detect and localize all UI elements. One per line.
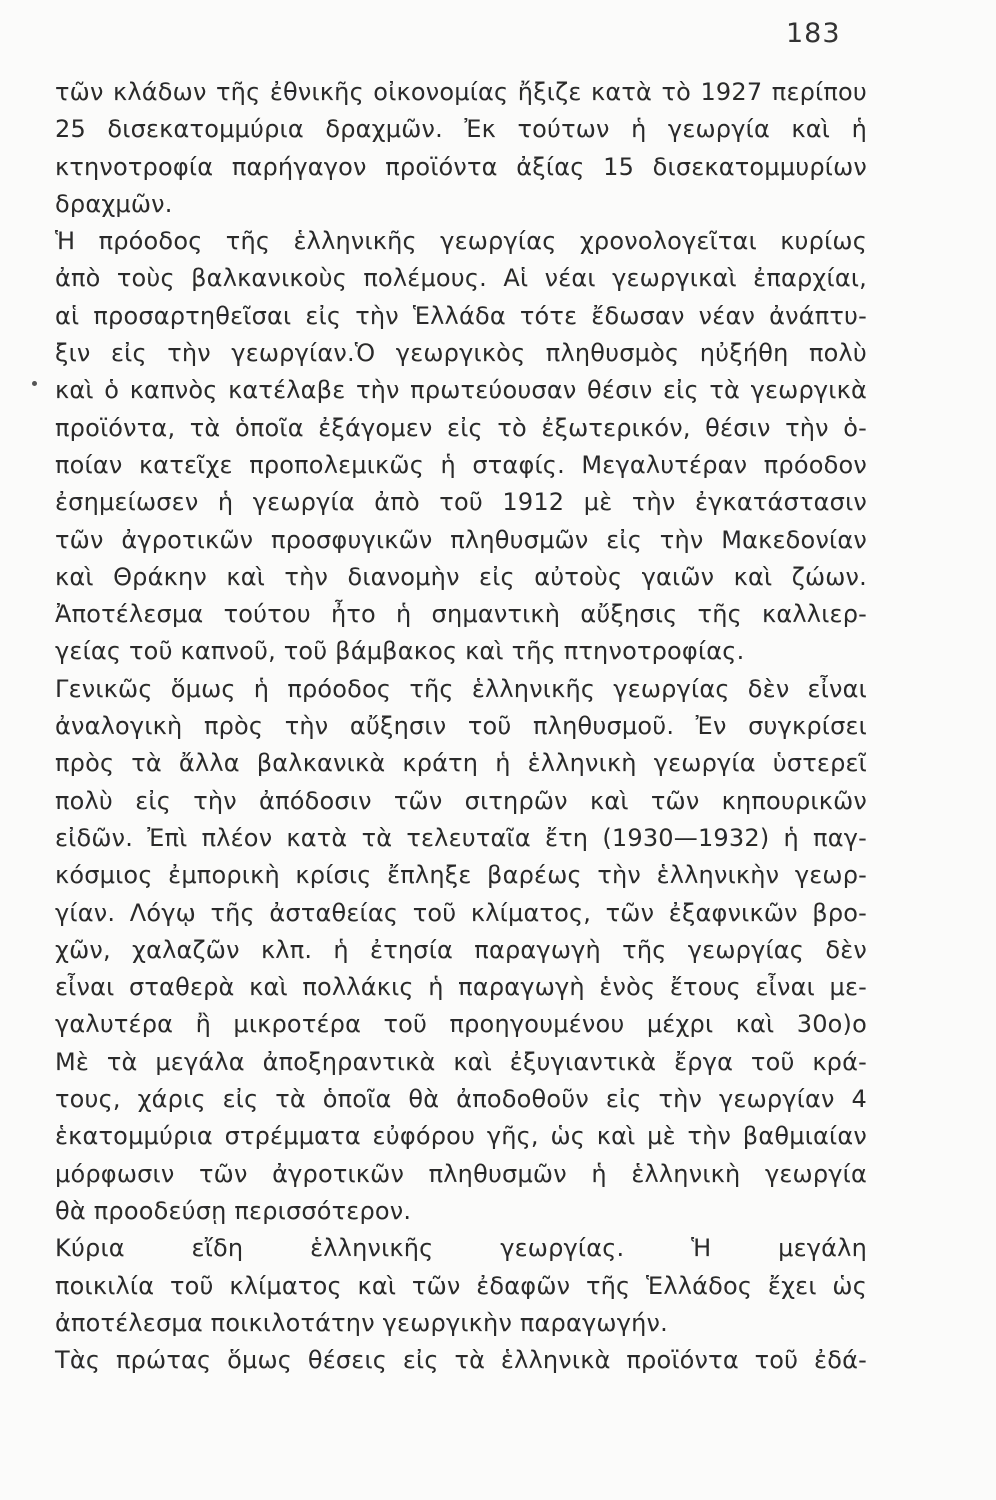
text-line: γείας τοῦ καπνοῦ, τοῦ βάμβακος καὶ τῆς πτηνοτροφίας.: [55, 637, 745, 666]
text-line: ποίαν κατεῖχε προπολεμικῶς ἡ σταφίς. Μεγαλυτέραν πρόοδον: [55, 450, 867, 479]
text-line: δραχμῶν.: [55, 189, 173, 218]
text-line: Γενικῶς ὅμως ἡ πρόοδος τῆς ἑλληνικῆς γεωργίας δὲν εἶναι: [55, 674, 867, 703]
text-line: μόρφωσιν τῶν ἀγροτικῶν πληθυσμῶν ἡ ἑλληνικὴ γεωργία: [55, 1159, 867, 1188]
text-line: ἐσημείωσεν ἡ γεωργία ἀπὸ τοῦ 1912 μὲ τὴν ἐγκατάστασιν: [55, 488, 867, 517]
text-line: Μὲ τὰ μεγάλα ἀποξηραντικὰ καὶ ἐξυγιαντικὰ ἔργα τοῦ κρά-: [55, 1047, 867, 1076]
text-line: ποικιλία τοῦ κλίματος καὶ τῶν ἐδαφῶν τῆς Ἑλλάδος ἔχει ὡς: [55, 1271, 867, 1300]
text-line: ξιν εἰς τὴν γεωργίαν.Ὁ γεωργικὸς πληθυσμὸς ηὐξήθη πολὺ: [55, 339, 867, 368]
text-line: προϊόντα, τὰ ὁποῖα ἐξάγομεν εἰς τὸ ἐξωτερικόν, θέσιν τὴν ὁ-: [55, 413, 867, 442]
text-line: τῶν ἀγροτικῶν προσφυγικῶν πληθυσμῶν εἰς τὴν Μακεδονίαν: [55, 525, 867, 554]
text-line: πολὺ εἰς τὴν ἀπόδοσιν τῶν σιτηρῶν καὶ τῶν κηπουρικῶν: [55, 786, 867, 815]
text-line: 25 δισεκατομμύρια δραχμῶν. Ἐκ τούτων ἡ γεωργία καὶ ἡ: [55, 115, 867, 144]
text-line: εἶναι σταθερὰ καὶ πολλάκις ἡ παραγωγὴ ἑνὸς ἔτους εἶναι με-: [55, 973, 867, 1002]
text-line: Ἡ πρόοδος τῆς ἑλληνικῆς γεωργίας χρονολογεῖται κυρίως: [55, 227, 867, 256]
text-line: καὶ Θράκην καὶ τὴν διανομὴν εἰς αὐτοὺς γαιῶν καὶ ζώων.: [55, 562, 867, 591]
text-line: τῶν κλάδων τῆς ἐθνικῆς οἰκονομίας ἤξιζε κατὰ τὸ 1927 περίπου: [55, 78, 867, 106]
text-line: θὰ προοδεύσῃ περισσότερον.: [55, 1196, 412, 1225]
text-line: κόσμιος ἐμπορικὴ κρίσις ἔπληξε βαρέως τὴν ἑλληνικὴν γεωρ-: [55, 861, 867, 890]
text-line: κτηνοτροφία παρήγαγον προϊόντα ἀξίας 15 δισεκατομμυρίων: [55, 152, 867, 181]
page-number: 183: [786, 18, 841, 49]
text-line: καὶ ὁ καπνὸς κατέλαβε τὴν πρωτεύουσαν θέσιν εἰς τὰ γεωργικὰ: [55, 376, 867, 405]
text-line: εἰδῶν. Ἐπὶ πλέον κατὰ τὰ τελευταῖα ἔτη (1930—1932) ἡ παγ-: [55, 823, 867, 852]
text-line: αἱ προσαρτηθεῖσαι εἰς τὴν Ἑλλάδα τότε ἔδωσαν νέαν ἀνάπτυ-: [55, 301, 867, 330]
text-line: Τὰς πρώτας ὅμως θέσεις εἰς τὰ ἑλληνικὰ προϊόντα τοῦ ἐδά-: [55, 1346, 867, 1375]
section-heading-line: Κύρια εἴδη ἑλληνικῆς γεωργίας. Ἡ μεγάλη: [55, 1234, 867, 1263]
text-line: ἑκατομμύρια στρέμματα εὐφόρου γῆς, ὡς καὶ μὲ τὴν βαθμιαίαν: [55, 1122, 867, 1151]
text-line: χῶν, χαλαζῶν κλπ. ἡ ἐτησία παραγωγὴ τῆς γεωργίας δὲν: [55, 935, 867, 964]
text-line: τους, χάρις εἰς τὰ ὁποῖα θὰ ἀποδοθοῦν εἰς τὴν γεωργίαν 4: [55, 1085, 867, 1114]
text-line: γίαν. Λόγῳ τῆς ἀσταθείας τοῦ κλίματος, τῶν ἐξαφνικῶν βρο-: [55, 898, 867, 927]
text-line: πρὸς τὰ ἄλλα βαλκανικὰ κράτη ἡ ἑλληνικὴ γεωργία ὑστερεῖ: [55, 749, 867, 778]
margin-dot: [32, 381, 37, 386]
text-line: ἀποτέλεσμα ποικιλοτάτην γεωργικὴν παραγωγήν.: [55, 1308, 668, 1337]
text-line: Ἀποτέλεσμα τούτου ἦτο ἡ σημαντικὴ αὔξησις τῆς καλλιερ-: [55, 600, 867, 629]
text-body: [55, 74, 867, 1379]
text-line: γαλυτέρα ἢ μικροτέρα τοῦ προηγουμένου μέχρι καὶ 30ο)ο: [55, 1010, 867, 1039]
text-line: ἀναλογικὴ πρὸς τὴν αὔξησιν τοῦ πληθυσμοῦ. Ἐν συγκρίσει: [55, 712, 867, 741]
text-line: ἀπὸ τοὺς βαλκανικοὺς πολέμους. Αἱ νέαι γεωργικαὶ ἐπαρχίαι,: [55, 264, 867, 293]
